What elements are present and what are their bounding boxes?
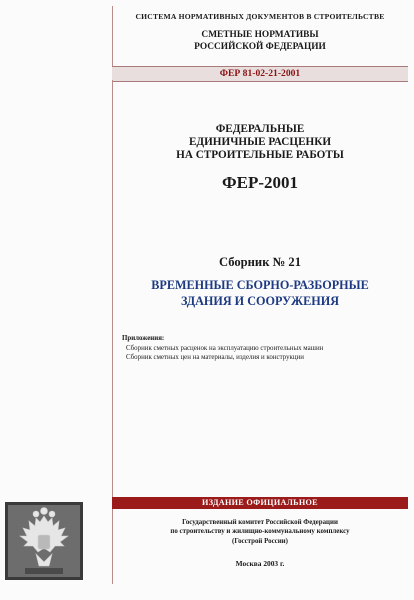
collection-number: Сборник № 21 xyxy=(219,255,301,269)
appendix-section xyxy=(122,334,406,363)
collection-title xyxy=(112,277,408,309)
short-title: ФЕР-2001 xyxy=(222,173,298,192)
norms-line-1: СМЕТНЫЕ НОРМАТИВЫ xyxy=(201,30,319,40)
publisher-line-3: (Госстрой России) xyxy=(232,537,288,545)
double-headed-eagle-icon xyxy=(5,502,83,580)
appendix-header: Приложения: xyxy=(122,335,165,342)
appendix-item: Сборник сметных цен на материалы, изделия и конструкции xyxy=(126,354,304,361)
official-edition-bar xyxy=(112,497,408,509)
document-code-bar xyxy=(112,66,408,82)
publisher-line-1: Государственный комитет Российской Федерации xyxy=(182,519,338,526)
norms-line-2: РОССИЙСКОЙ ФЕДЕРАЦИИ xyxy=(194,42,326,52)
official-edition-label: ИЗДАНИЕ ОФИЦИАЛЬНОЕ xyxy=(202,498,318,507)
main-title xyxy=(112,123,408,162)
title-line-3: НА СТРОИТЕЛЬНЫЕ РАБОТЫ xyxy=(176,149,344,161)
document-code: ФЕР 81-02-21-2001 xyxy=(219,68,301,79)
collection-title-line-2: ЗДАНИЯ И СООРУЖЕНИЯ xyxy=(181,294,339,308)
system-line: СИСТЕМА НОРМАТИВНЫХ ДОКУМЕНТОВ В СТРОИТЕЛЬСТВЕ xyxy=(135,12,385,21)
norms-heading xyxy=(112,29,408,53)
publisher-line-2: по строительству и жилищно-коммунальному комплексу xyxy=(170,528,350,536)
city-year: Москва 2003 г. xyxy=(235,559,285,568)
publisher-block xyxy=(112,518,408,546)
appendix-item: Сборник сметных расценок на эксплуатацию строительных машин xyxy=(126,344,324,352)
title-line-2: ЕДИНИЧНЫЕ РАСЦЕНКИ xyxy=(188,136,332,148)
collection-title-line-1: ВРЕМЕННЫЕ СБОРНО-РАЗБОРНЫЕ xyxy=(151,278,369,292)
title-line-1: ФЕДЕРАЛЬНЫЕ xyxy=(215,123,305,135)
